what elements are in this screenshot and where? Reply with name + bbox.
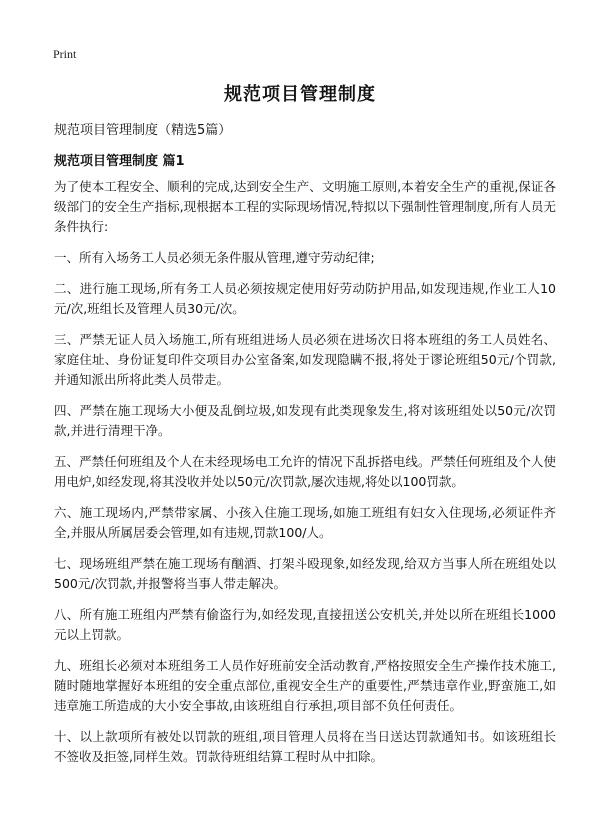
document-body xyxy=(54,177,556,778)
paragraph-intro: 为了使本工程安全、顺利的完成,达到安全生产、文明施工原则,本着安全生产的重视,保证各级部门的安全生产指标,现根据本工程的实际现场情况,特拟以下强制性管理制度,所有人员无条件执行: xyxy=(54,179,556,234)
paragraph-rule-5: 五、严禁任何班组及个人在未经现场电工允许的情况下乱拆搭电线。严禁任何班组及个人使用电炉,如经发现,将其没收并处以50元/次罚款,屡次违规,将处以100罚款。 xyxy=(54,454,556,489)
paragraph-rule-4: 四、严禁在施工现场大小便及乱倒垃圾,如发现有此类现象发生,将对该班组处以50元/次罚款,并进行清理干净。 xyxy=(54,403,556,438)
section-heading: 规范项目管理制度 篇1 xyxy=(54,154,185,169)
paragraph-rule-3: 三、严禁无证人员入场施工,所有班组进场人员必须在进场次日将本班组的务工人员姓名、家庭住址、身份证复印件交项目办公室备案,如发现隐瞒不报,将处于谬论班组50元/个罚款,并通知派出所将此类人员带走。 xyxy=(54,332,556,387)
print-label: Print xyxy=(53,47,77,61)
paragraph-rule-2: 二、进行施工现场,所有务工人员必须按规定使用好劳动防护用品,如发现违规,作业工人10元/次,班组长及管理人员30元/次。 xyxy=(54,281,556,316)
paragraph-rule-10: 十、以上款项所有被处以罚款的班组,项目管理人员将在当日送达罚款通知书。如该班组长不签收及拒签,同样生效。罚款待班组结算工程时从中扣除。 xyxy=(54,729,556,764)
paragraph-rule-9: 九、班组长必须对本班组务工人员作好班前安全活动教育,严格按照安全生产操作技术施工,随时随地掌握好本班组的安全重点部位,重视安全生产的重要性,严禁违章作业,野蛮施工,如违章施工所造成的大小安全事故,由该班组自行承担,项目部不负任何责任。 xyxy=(54,658,556,713)
document-title: 规范项目管理制度 xyxy=(224,84,376,105)
document-subtitle: 规范项目管理制度（精选5篇） xyxy=(54,123,232,138)
paragraph-rule-8: 八、所有施工班组内严禁有偷盗行为,如经发现,直接扭送公安机关,并处以所在班组长1000元以上罚款。 xyxy=(54,607,556,642)
paragraph-rule-6: 六、施工现场内,严禁带家属、小孩入住施工现场,如施工班组有妇女入住现场,必须证件齐全,并服从所属居委会管理,如有违规,罚款100/人。 xyxy=(54,505,556,540)
paragraph-rule-1: 一、所有入场务工人员必须无条件服从管理,遵守劳动纪律; xyxy=(54,250,375,265)
paragraph-rule-7: 七、现场班组严禁在施工现场有酗酒、打架斗殴现象,如经发现,给双方当事人所在班组处以500元/次罚款,并报警将当事人带走解决。 xyxy=(54,556,556,591)
